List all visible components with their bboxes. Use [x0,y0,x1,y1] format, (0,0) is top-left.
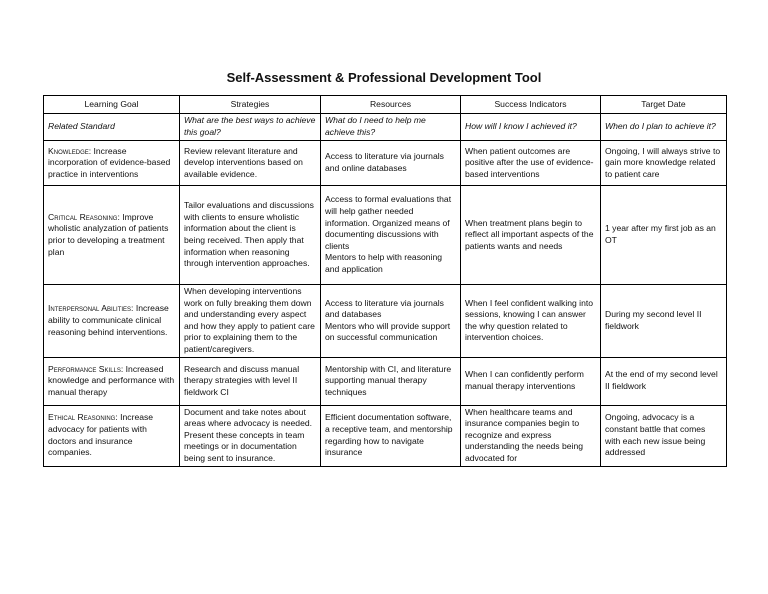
goal-cell [44,141,180,186]
table-row [44,186,727,285]
subheader-row [44,114,727,141]
strategies-cell: When developing interventions work on fully breaking them down and understanding every aspect and how they apply to patient care prior to explaining them to the patient/caregivers. [180,285,321,358]
header-strategies: Strategies [180,96,321,114]
target-cell: Ongoing, I will always strive to gain more knowledge related to patient care [601,141,727,186]
goal-cell [44,285,180,358]
indicators-cell: When patient outcomes are positive after the use of evidence-based interventions [461,141,601,186]
target-cell: 1 year after my first job as an OT [601,186,727,285]
header-learning-goal: Learning Goal [44,96,180,114]
standard-category: Performance Skills: [48,363,124,374]
strategies-cell: Research and discuss manual therapy strategies with level II fieldwork CI [180,357,321,405]
goal-text: Increase ability to communicate clinical reasoning behind interventions. [48,303,169,337]
indicators-cell: When treatment plans begin to reflect all important aspects of the patients wants and needs [461,186,601,285]
target-cell: At the end of my second level II fieldwork [601,357,727,405]
subheader-strategies: What are the best ways to achieve this goal? [180,114,321,141]
indicators-cell: When healthcare teams and insurance companies begin to recognize and express understanding the needs being advocated for [461,405,601,466]
table-row [44,141,727,186]
strategies-cell: Document and take notes about areas where advocacy is needed. Present these concepts in team meetings or in documentation being sent to insurance. [180,405,321,466]
indicators-cell: When I feel confident walking into sessions, knowing I can answer the why question related to intervention choices. [461,285,601,358]
header-target-date: Target Date [601,96,727,114]
subheader-related-standard: Related Standard [44,114,180,141]
table-row [44,357,727,405]
target-cell: During my second level II fieldwork [601,285,727,358]
goal-text: Increase advocacy for patients with doctors and insurance companies. [48,412,154,458]
resources-cell: Access to literature via journals and databases Mentors who will provide support on successful communication [321,285,461,358]
resources-cell: Access to literature via journals and online databases [321,141,461,186]
goal-text: Increased knowledge and performance with manual therapy [48,363,175,397]
goal-text: Improve wholistic analyzation of patients prior to developing a treatment plan [48,211,169,257]
subheader-indicators: How will I know I achieved it? [461,114,601,141]
standard-category: Knowledge: [48,145,92,156]
goal-cell [44,357,180,405]
resources-cell: Access to formal evaluations that will help gather needed information. Organized means of documenting discussions with clients Mentors to help with reasoning and application [321,186,461,285]
header-row [44,96,727,114]
indicators-cell: When I can confidently perform manual therapy interventions [461,357,601,405]
standard-category: Interpersonal Abilities: [48,303,134,314]
goal-cell [44,405,180,466]
subheader-target-date: When do I plan to achieve it? [601,114,727,141]
resources-cell: Efficient documentation software, a receptive team, and mentorship regarding how to navigate insurance [321,405,461,466]
target-cell: Ongoing, advocacy is a constant battle that comes with each new issue being addressed [601,405,727,466]
standard-category: Ethical Reasoning: [48,412,118,423]
standard-category: Critical Reasoning: [48,211,120,222]
strategies-cell: Tailor evaluations and discussions with clients to ensure wholistic information about the client is being received. Then apply that information when reasoning through intervention approaches. [180,186,321,285]
header-resources: Resources [321,96,461,114]
document-title: Self-Assessment & Professional Development Tool [226,70,542,85]
strategies-cell: Review relevant literature and develop interventions based on available evidence. [180,141,321,186]
development-table [43,95,727,467]
resources-cell: Mentorship with CI, and literature supporting manual therapy techniques [321,357,461,405]
table-row [44,405,727,466]
goal-text: Increase incorporation of evidence-based practice in interventions [48,145,171,179]
goal-cell [44,186,180,285]
subheader-resources: What do I need to help me achieve this? [321,114,461,141]
header-success-indicators: Success Indicators [461,96,601,114]
table-row [44,285,727,358]
